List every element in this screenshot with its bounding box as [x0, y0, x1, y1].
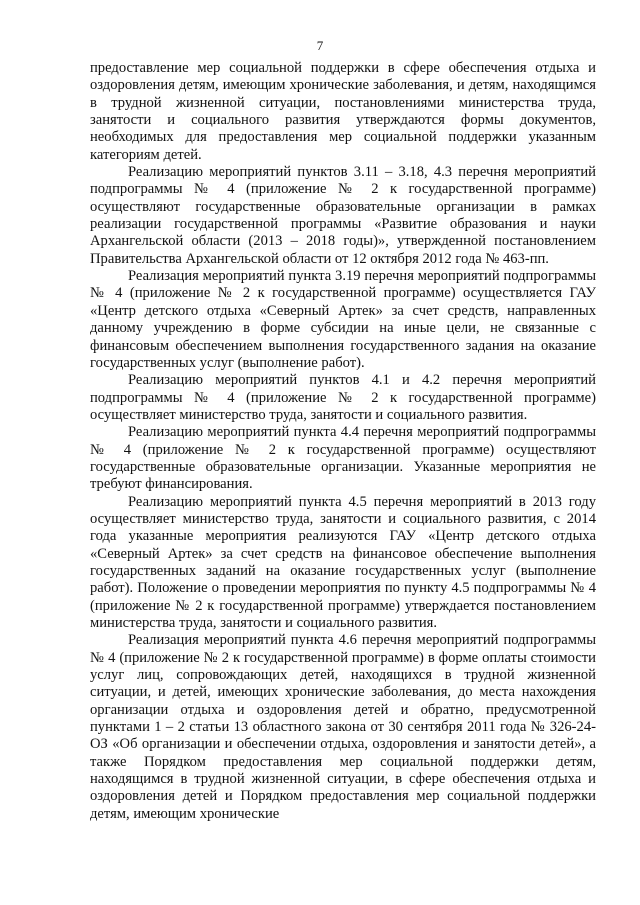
paragraph: Реализацию мероприятий пункта 4.4 перечня мероприятий подпрограммы № 4 (приложение № 2 к государственной программе) осуществляют государственные образовательные организации. Указанные мероприятия не требуют финансирования.: [90, 424, 596, 493]
paragraph: Реализацию мероприятий пункта 4.5 перечня мероприятий в 2013 году осуществляет министерство труда, занятости и социального развития, с 2014 года указанные мероприятия реализуются ГАУ «Центр детского отдыха «Северный Артек» за счет средств на финансовое обеспечение выполнения государственных заданий на оказание государственных услуг (выполнение работ). Положение о проведении мероприятия по пункту 4.5 подпрограммы № 4 (приложение № 2 к государственной программе) утверждается постановлением министерства труда, занятости и социального развития.: [90, 493, 596, 631]
document-body: [90, 60, 596, 823]
paragraph: Реализацию мероприятий пунктов 3.11 – 3.18, 4.3 перечня мероприятий подпрограммы № 4 (приложение № 2 к государственной программе) осуществляют государственные образовательные организации в рамках реализации государственной программы «Развитие образования и науки Архангельской области (2013 – 2018 годы)», утвержденной постановлением Правительства Архангельской области от 12 октября 2012 года № 463-пп.: [90, 164, 596, 267]
paragraph: Реализация мероприятий пункта 4.6 перечня мероприятий подпрограммы № 4 (приложение № 2 к государственной программе) в форме оплаты стоимости услуг лиц, сопровождающих детей, находящихся в трудной жизненной ситуации, и детей, имеющих хронические заболевания, до места нахождения организации отдыха и оздоровления детей и обратно, предусмотренной пунктами 1 – 2 статьи 13 областного закона от 30 сентября 2011 года № 326-24-ОЗ «Об организации и обеспечении отдыха, оздоровления и занятости детей», а также Порядком предоставления мер социальной поддержки детям, находящимся в трудной жизненной ситуации, в сфере обеспечения отдыха и оздоровления детей и Порядком предоставления мер социальной поддержки детям, имеющим хронические: [90, 632, 596, 822]
paragraph-continued: предоставление мер социальной поддержки в сфере обеспечения отдыха и оздоровления детям, имеющим хронические заболевания, и детям, находящимся в трудной жизненной ситуации, постановлениями министерства труда, занятости и социального развития утверждаются формы документов, необходимых для предоставления мер социальной поддержки указанным категориям детей.: [90, 60, 596, 163]
paragraph: Реализацию мероприятий пунктов 4.1 и 4.2 перечня мероприятий подпрограммы № 4 (приложение № 2 к государственной программе) осуществляет министерство труда, занятости и социального развития.: [90, 372, 596, 423]
page-number: 7: [316, 38, 324, 53]
paragraph: Реализация мероприятий пункта 3.19 перечня мероприятий подпрограммы № 4 (приложение № 2 к государственной программе) осуществляется ГАУ «Центр детского отдыха «Северный Артек» за счет средств, направленных данному учреждению в форме субсидии на иные цели, не связанные с финансовым обеспечением выполнения государственного задания на оказание государственных услуг (выполнение работ).: [90, 268, 596, 371]
